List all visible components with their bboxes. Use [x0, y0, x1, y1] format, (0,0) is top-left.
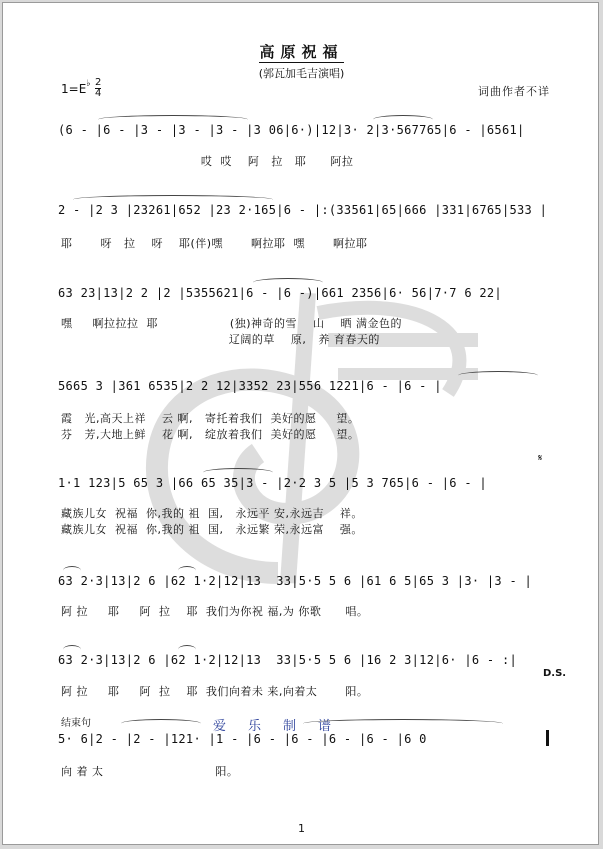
- performer-credit: (郭瓦加毛吉演唱): [258, 67, 345, 80]
- notation-row-6: 63 2·3|13|2 6 |62 1·2|12|13 33|5·5 5 6 |61 6 5|65 3 |3· |3 - |: [58, 574, 533, 588]
- notation-row-8: 5· 6|2 - |2 - |121· |1 - |6 - |6 - |6 - |6 - |6 0: [58, 732, 435, 746]
- lyrics-row-3a: 嘿 啊拉拉拉 耶 (独)神奇的雪 山 晒 满金色的: [61, 317, 402, 330]
- lyrics-row-4b: 芬 芳,大地上鲜 花 啊, 绽放着我们 美好的愿 望。: [61, 428, 360, 441]
- lyrics-row-2a: 耶 呀 拉 呀 耶(伴)嘿 啊拉耶 嘿 啊拉耶: [61, 237, 368, 250]
- slur-arc: [178, 566, 196, 575]
- dal-segno-label: D.S.: [543, 668, 567, 679]
- lyrics-row-6a: 阿 拉 耶 阿 拉 耶 我们为你祝 福,为 你歌 唱。: [61, 605, 369, 618]
- ending-label: 结束句: [61, 718, 91, 729]
- notation-row-4: 5665 3 |361 6535|2 2 12|3352 23|556 1221|6 - |6 - |: [58, 379, 442, 393]
- tie-arc: [98, 115, 248, 124]
- meter-top: 2: [95, 77, 102, 88]
- slur-arc: [63, 645, 81, 654]
- key-signature: [61, 79, 91, 96]
- flat-sign: ♭: [86, 79, 91, 89]
- notation-row-2: 2 - |2 3 |23261|652 |23 2·165|6 - |:(33561|65|666 |331|6765|533 |: [58, 203, 548, 217]
- time-signature: [95, 78, 101, 99]
- key-label: 1=E: [61, 82, 87, 96]
- tie-arc: [303, 719, 503, 728]
- lyrics-row-7a: 阿 拉 耶 阿 拉 耶 我们向着未 来,向着太 阳。: [61, 685, 369, 698]
- lyrics-row-8a: 向 着 太 阳。: [61, 765, 239, 778]
- lyrics-row-5b: 藏族儿女 祝福 你,我的 祖 国, 永远繁 荣,永远富 强。: [61, 523, 363, 536]
- tie-arc: [253, 278, 323, 287]
- page-number: 1: [298, 822, 305, 835]
- segno-icon: 𝄋: [538, 453, 543, 464]
- slur-arc: [203, 468, 273, 477]
- notation-row-3: 63 23|13|2 2 |2 |5355621|6 - |6 -)|661 2356|6· 56|7·7 6 22|: [58, 286, 502, 300]
- slur-arc: [178, 645, 196, 654]
- lyrics-row-3b: 辽阔的草 原, 养 育春天的: [61, 333, 380, 346]
- score-page: [2, 2, 599, 845]
- meter-bottom: 4: [95, 88, 102, 99]
- notation-row-7: 63 2·3|13|2 6 |62 1·2|12|13 33|5·5 5 6 |16 2 3|12|6· |6 - :|: [58, 653, 518, 667]
- engraver-credit: 爱乐制谱: [213, 719, 354, 734]
- final-barline: [546, 730, 549, 746]
- notation-row-1: (6 - |6 - |3 - |3 - |3 - |3 06|6·)|12|3· 2|3·567765|6 - |6561|: [58, 123, 525, 137]
- tie-arc: [121, 719, 201, 728]
- lyrics-row-1a: 哎 哎 阿 拉 耶 阿拉: [61, 155, 354, 168]
- slur-arc: [373, 115, 433, 124]
- slur-arc: [73, 195, 273, 204]
- composer-credit: 词曲作者不详: [478, 85, 550, 98]
- lyrics-row-5a: 藏族儿女 祝福 你,我的 祖 国, 永远平 安,永远吉 祥。: [61, 507, 363, 520]
- tie-arc: [458, 371, 538, 380]
- song-title: 高原祝福: [259, 43, 344, 61]
- lyrics-row-4a: 霞 光,高天上祥 云 啊, 寄托着我们 美好的愿 望。: [61, 412, 360, 425]
- notation-row-5: 1·1 123|5 65 3 |66 65 35|3 - |2·2 3 5 |5 3 765|6 - |6 - |: [58, 476, 487, 490]
- slur-arc: [63, 566, 81, 575]
